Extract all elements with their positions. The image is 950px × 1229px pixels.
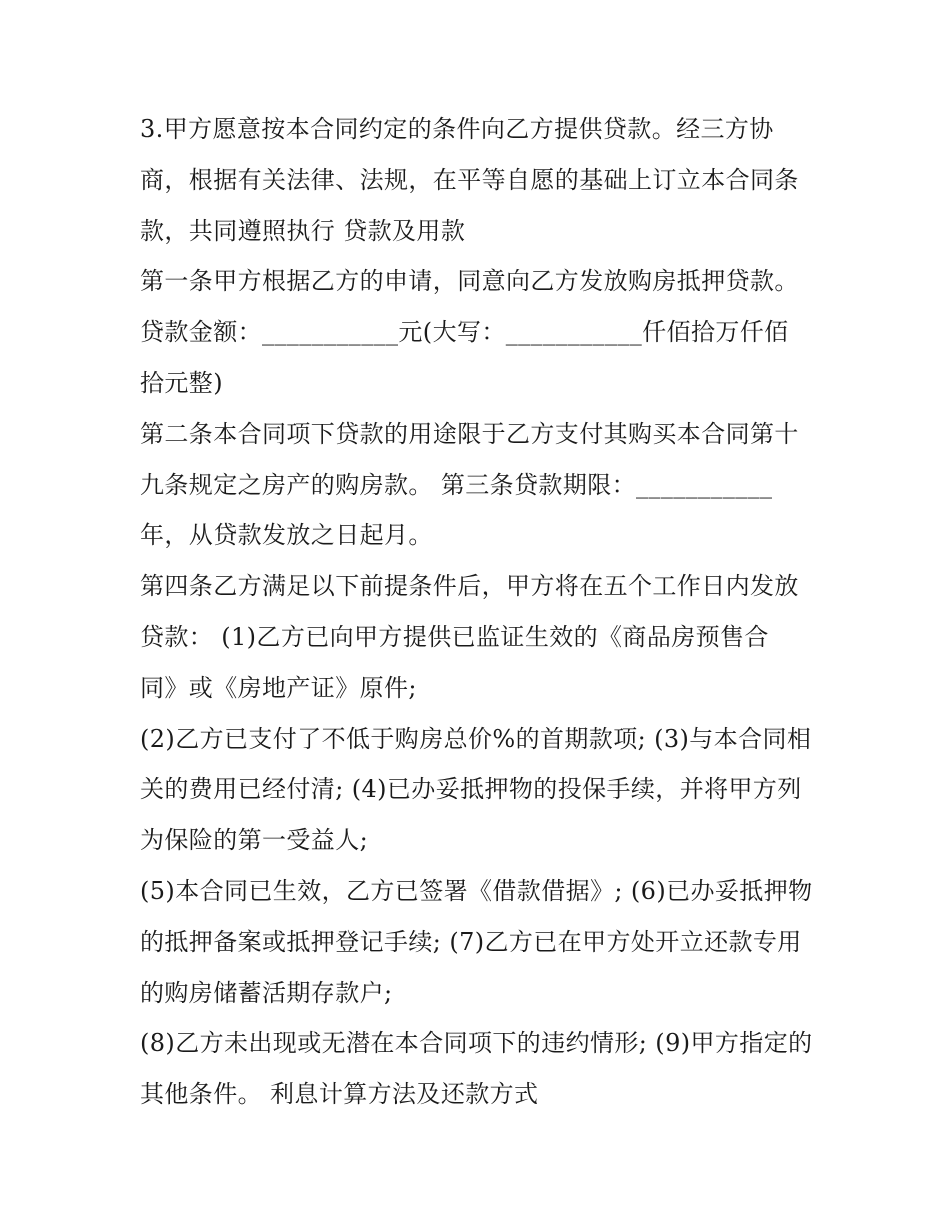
text-line: 款，共同遵照执行 贷款及用款 xyxy=(140,216,466,245)
text-line: (5)本合同已生效，乙方已签署《借款借据》; (6)已办妥抵押物 xyxy=(140,876,813,905)
text-line: 同》或《房地产证》原件; xyxy=(140,673,417,702)
text-line: 关的费用已经付清; (4)已办妥抵押物的投保手续，并将甲方列 xyxy=(140,775,802,804)
text-line: 的抵押备案或抵押登记手续; (7)乙方已在甲方处开立还款专用 xyxy=(140,927,802,956)
text-line: 贷款金额：___________元(大写：___________仟佰拾万仟佰 xyxy=(140,318,789,347)
text-line: 商，根据有关法律、法规，在平等自愿的基础上订立本合同条 xyxy=(140,165,799,194)
document-body xyxy=(140,104,812,1120)
text-line: (2)乙方已支付了不低于购房总价%的首期款项; (3)与本合同相 xyxy=(140,724,812,753)
text-line: 第一条甲方根据乙方的申请，同意向乙方发放购房抵押贷款。 xyxy=(140,267,799,296)
text-line: 贷款： (1)乙方已向甲方提供已监证生效的《商品房预售合 xyxy=(140,622,769,651)
text-line: 其他条件。 利息计算方法及还款方式 xyxy=(140,1080,539,1109)
text-line: 九条规定之房产的购房款。 第三条贷款期限：___________ xyxy=(140,470,773,499)
text-line: 的购房储蓄活期存款户; xyxy=(140,978,393,1007)
text-line: 为保险的第一受益人; xyxy=(140,826,369,855)
text-line: 拾元整) xyxy=(140,368,223,397)
text-line: (8)乙方未出现或无潜在本合同项下的违约情形; (9)甲方指定的 xyxy=(140,1029,813,1058)
text-line: 第二条本合同项下贷款的用途限于乙方支付其购买本合同第十 xyxy=(140,419,799,448)
text-line: 3.甲方愿意按本合同约定的条件向乙方提供贷款。经三方协 xyxy=(140,115,774,143)
text-line: 年，从贷款发放之日起月。 xyxy=(140,521,433,550)
text-line: 第四条乙方满足以下前提条件后，甲方将在五个工作日内发放 xyxy=(140,572,799,601)
